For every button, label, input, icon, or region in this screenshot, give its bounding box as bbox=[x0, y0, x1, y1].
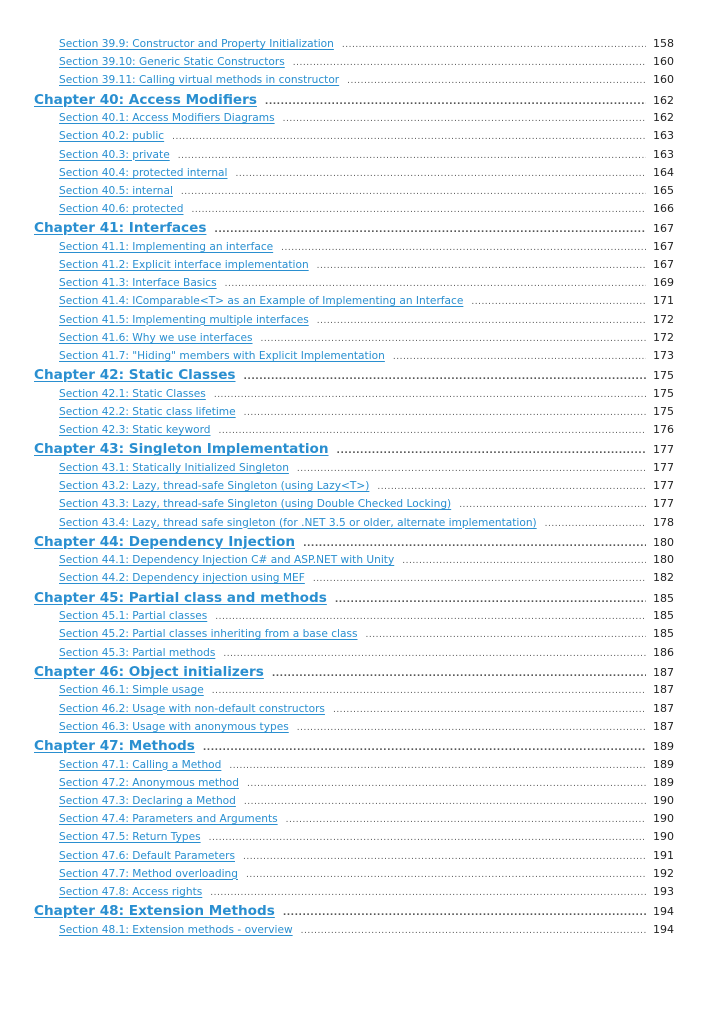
page-number: 182 bbox=[653, 571, 674, 585]
dot-leader bbox=[225, 279, 646, 289]
page-number: 177 bbox=[653, 479, 674, 493]
dot-leader bbox=[229, 761, 646, 771]
page-number: 177 bbox=[653, 497, 674, 511]
dot-leader bbox=[337, 446, 646, 456]
toc-section-row bbox=[34, 776, 674, 794]
page-number: 190 bbox=[653, 793, 674, 807]
toc-chapter-row bbox=[34, 92, 674, 112]
toc-section-row bbox=[34, 258, 674, 276]
dot-leader bbox=[286, 815, 646, 825]
page-number: 163 bbox=[653, 147, 674, 161]
dot-leader bbox=[244, 408, 646, 418]
chapter-link[interactable]: Chapter 42: Static Classes bbox=[34, 367, 236, 384]
chapter-link[interactable]: Chapter 45: Partial class and methods bbox=[34, 589, 327, 606]
toc-section-row bbox=[34, 702, 674, 720]
chapter-link[interactable]: Chapter 47: Methods bbox=[34, 737, 195, 754]
toc-chapter-row bbox=[34, 534, 674, 554]
page-number: 163 bbox=[653, 129, 674, 143]
page-number: 189 bbox=[653, 757, 674, 771]
chapter-link[interactable]: Chapter 40: Access Modifiers bbox=[34, 91, 257, 108]
dot-leader bbox=[313, 574, 646, 584]
section-link[interactable]: Section 43.4: Lazy, thread safe singleton (for .NET 3.5 or older, alternate implementation) bbox=[59, 516, 537, 529]
page-number: 164 bbox=[653, 165, 674, 179]
toc-section-row bbox=[34, 423, 674, 441]
dot-leader bbox=[333, 705, 646, 715]
section-link[interactable]: Section 40.2: public bbox=[59, 130, 165, 143]
dot-leader bbox=[293, 58, 646, 68]
dot-leader bbox=[265, 97, 646, 107]
section-link[interactable]: Section 40.5: internal bbox=[59, 184, 173, 197]
page-number: 173 bbox=[653, 349, 674, 362]
section-link[interactable]: Section 47.6: Default Parameters bbox=[59, 849, 235, 862]
page-number: 176 bbox=[653, 423, 674, 437]
toc-section-row bbox=[34, 166, 674, 184]
toc-section-row bbox=[34, 37, 674, 55]
dot-leader bbox=[377, 482, 646, 492]
page-number: 185 bbox=[653, 627, 674, 641]
toc-section-row bbox=[34, 758, 674, 776]
dot-leader bbox=[203, 743, 646, 753]
dot-leader bbox=[181, 187, 646, 197]
dot-leader bbox=[243, 852, 646, 862]
page-number: 160 bbox=[653, 55, 674, 69]
dot-leader bbox=[459, 500, 646, 510]
chapter-link[interactable]: Chapter 43: Singleton Implementation bbox=[34, 441, 329, 458]
dot-leader bbox=[215, 612, 646, 622]
page-number: 166 bbox=[653, 202, 674, 216]
page-number: 172 bbox=[653, 330, 674, 344]
dot-leader bbox=[545, 519, 646, 529]
section-link[interactable]: Section 48.1: Extension methods - overview bbox=[59, 923, 293, 936]
chapter-link[interactable]: Chapter 44: Dependency Injection bbox=[34, 533, 296, 550]
page-number: 175 bbox=[653, 369, 674, 383]
dot-leader bbox=[246, 870, 646, 880]
toc-chapter-row bbox=[34, 738, 674, 758]
toc-section-row bbox=[34, 812, 674, 830]
dot-leader bbox=[283, 114, 646, 124]
dot-leader bbox=[214, 390, 646, 400]
dot-leader bbox=[301, 926, 646, 936]
toc-section-row bbox=[34, 55, 674, 73]
toc-section-row bbox=[34, 683, 674, 701]
dot-leader bbox=[342, 40, 646, 50]
toc-section-row bbox=[34, 240, 674, 258]
section-link[interactable]: Section 47.4: Parameters and Arguments bbox=[59, 813, 278, 826]
dot-leader bbox=[297, 464, 646, 474]
dot-leader bbox=[236, 169, 647, 179]
page-number: 160 bbox=[653, 73, 674, 87]
page-number: 190 bbox=[653, 830, 674, 844]
page-number: 162 bbox=[653, 93, 674, 107]
toc-section-row bbox=[34, 830, 674, 848]
toc-section-row bbox=[34, 313, 674, 331]
dot-leader bbox=[393, 352, 646, 362]
section-link[interactable]: Section 47.8: Access rights bbox=[59, 885, 203, 898]
page-number: 187 bbox=[653, 719, 674, 733]
page-number: 171 bbox=[653, 294, 674, 308]
toc-section-row bbox=[34, 148, 674, 166]
toc-section-row bbox=[34, 571, 674, 589]
section-link[interactable]: Section 43.2: Lazy, thread-safe Singleton (using Lazy<T>) bbox=[59, 480, 370, 493]
dot-leader bbox=[335, 595, 646, 605]
section-link[interactable]: Section 45.2: Partial classes inheriting from a base class bbox=[59, 628, 358, 641]
toc-section-row bbox=[34, 294, 674, 312]
page-number: 169 bbox=[653, 276, 674, 290]
dot-leader bbox=[272, 669, 646, 679]
section-link[interactable]: Section 47.2: Anonymous method bbox=[59, 776, 239, 789]
toc-section-row bbox=[34, 646, 674, 664]
page-number: 178 bbox=[653, 515, 674, 529]
table-of-contents bbox=[34, 37, 674, 941]
page-number: 167 bbox=[653, 258, 674, 272]
dot-leader bbox=[366, 630, 646, 640]
toc-chapter-row bbox=[34, 367, 674, 387]
section-link[interactable]: Section 41.3: Interface Basics bbox=[59, 277, 217, 290]
section-link[interactable]: Section 45.1: Partial classes bbox=[59, 610, 208, 623]
dot-leader bbox=[212, 686, 646, 696]
page-number: 175 bbox=[653, 404, 674, 418]
dot-leader bbox=[402, 556, 646, 566]
page-number: 187 bbox=[653, 701, 674, 715]
dot-leader bbox=[471, 297, 646, 307]
section-link[interactable]: Section 47.3: Declaring a Method bbox=[59, 794, 236, 807]
toc-section-row bbox=[34, 184, 674, 202]
section-link[interactable]: Section 43.3: Lazy, thread-safe Singleton (using Double Checked Locking) bbox=[59, 498, 452, 511]
dot-leader bbox=[297, 723, 646, 733]
toc-section-row bbox=[34, 553, 674, 571]
toc-section-row bbox=[34, 609, 674, 627]
toc-section-row bbox=[34, 387, 674, 405]
toc-chapter-row bbox=[34, 220, 674, 240]
dot-leader bbox=[172, 132, 646, 142]
section-link[interactable]: Section 47.1: Calling a Method bbox=[59, 758, 222, 771]
toc-section-row bbox=[34, 331, 674, 349]
dot-leader bbox=[244, 372, 646, 382]
section-link[interactable]: Section 44.1: Dependency Injection C# and ASP.NET with Unity bbox=[59, 554, 395, 567]
page-number: 186 bbox=[653, 645, 674, 659]
toc-section-row bbox=[34, 202, 674, 220]
page-number: 189 bbox=[653, 739, 674, 753]
page-number: 162 bbox=[653, 111, 674, 125]
toc-section-row bbox=[34, 720, 674, 738]
dot-leader bbox=[281, 243, 646, 253]
section-link[interactable]: Section 39.9: Constructor and Property Initialization bbox=[59, 38, 334, 50]
section-link[interactable]: Section 42.2: Static class lifetime bbox=[59, 405, 236, 418]
dot-leader bbox=[247, 779, 646, 789]
dot-leader bbox=[303, 539, 646, 549]
toc-section-row bbox=[34, 867, 674, 885]
dot-leader bbox=[178, 151, 646, 161]
section-link[interactable]: Section 40.1: Access Modifiers Diagrams bbox=[59, 112, 275, 125]
dot-leader bbox=[283, 908, 646, 918]
dot-leader bbox=[317, 261, 646, 271]
page-number: 180 bbox=[653, 535, 674, 549]
toc-section-row bbox=[34, 497, 674, 515]
dot-leader bbox=[223, 649, 646, 659]
page-number: 185 bbox=[653, 609, 674, 623]
page-number: 172 bbox=[653, 312, 674, 326]
dot-leader bbox=[219, 426, 647, 436]
chapter-link[interactable]: Chapter 46: Object initializers bbox=[34, 663, 264, 680]
section-link[interactable]: Section 46.2: Usage with non-default constructors bbox=[59, 702, 325, 715]
page-number: 177 bbox=[653, 460, 674, 474]
page-number: 167 bbox=[653, 239, 674, 253]
page-number: 180 bbox=[653, 553, 674, 567]
dot-leader bbox=[347, 76, 646, 86]
page-number: 177 bbox=[653, 443, 674, 457]
page-number: 187 bbox=[653, 665, 674, 679]
toc-section-row bbox=[34, 479, 674, 497]
dot-leader bbox=[244, 797, 646, 807]
section-link[interactable]: Section 40.6: protected bbox=[59, 203, 184, 216]
toc-chapter-row bbox=[34, 903, 674, 923]
page-number: 187 bbox=[653, 683, 674, 697]
toc-section-row bbox=[34, 627, 674, 645]
section-link[interactable]: Section 41.4: IComparable<T> as an Example of Implementing an Interface bbox=[59, 295, 464, 308]
section-link[interactable]: Section 41.6: Why we use interfaces bbox=[59, 331, 253, 344]
section-link[interactable]: Section 39.10: Generic Static Constructors bbox=[59, 56, 285, 69]
chapter-link[interactable]: Chapter 48: Extension Methods bbox=[34, 903, 275, 920]
toc-chapter-row bbox=[34, 590, 674, 610]
toc-chapter-row bbox=[34, 664, 674, 684]
section-link[interactable]: Section 40.4: protected internal bbox=[59, 166, 228, 179]
dot-leader bbox=[209, 833, 646, 843]
section-link[interactable]: Section 42.3: Static keyword bbox=[59, 424, 211, 437]
page-number: 167 bbox=[653, 222, 674, 236]
toc-section-row bbox=[34, 885, 674, 903]
page-number: 189 bbox=[653, 775, 674, 789]
section-link[interactable]: Section 46.3: Usage with anonymous types bbox=[59, 720, 289, 733]
section-link[interactable]: Section 41.2: Explicit interface implementation bbox=[59, 259, 309, 272]
dot-leader bbox=[210, 888, 646, 898]
dot-leader bbox=[214, 225, 646, 235]
section-link[interactable]: Section 41.5: Implementing multiple interfaces bbox=[59, 313, 309, 326]
toc-section-row bbox=[34, 276, 674, 294]
section-link[interactable]: Section 41.7: "Hiding" members with Explicit Implementation bbox=[59, 350, 385, 362]
section-link[interactable]: Section 39.11: Calling virtual methods in constructor bbox=[59, 74, 340, 87]
toc-section-row bbox=[34, 516, 674, 534]
section-link[interactable]: Section 42.1: Static Classes bbox=[59, 387, 206, 400]
toc-section-row bbox=[34, 73, 674, 91]
toc-section-row bbox=[34, 794, 674, 812]
page-number: 194 bbox=[653, 922, 674, 936]
section-link[interactable]: Section 43.1: Statically Initialized Singleton bbox=[59, 461, 289, 474]
dot-leader bbox=[261, 334, 646, 344]
toc-section-row bbox=[34, 349, 674, 367]
page-number: 165 bbox=[653, 183, 674, 197]
page-number: 158 bbox=[653, 37, 674, 50]
page-number: 191 bbox=[653, 848, 674, 862]
page-number: 175 bbox=[653, 386, 674, 400]
dot-leader bbox=[191, 205, 646, 215]
chapter-link[interactable]: Chapter 41: Interfaces bbox=[34, 220, 207, 237]
section-link[interactable]: Section 44.2: Dependency injection using MEF bbox=[59, 572, 305, 585]
toc-section-row bbox=[34, 923, 674, 941]
page-number: 185 bbox=[653, 591, 674, 605]
toc-section-row bbox=[34, 129, 674, 147]
toc-section-row bbox=[34, 461, 674, 479]
toc-section-row bbox=[34, 849, 674, 867]
section-link[interactable]: Section 47.5: Return Types bbox=[59, 831, 201, 844]
section-link[interactable]: Section 47.7: Method overloading bbox=[59, 867, 238, 880]
dot-leader bbox=[317, 316, 646, 326]
toc-section-row bbox=[34, 405, 674, 423]
section-link[interactable]: Section 40.3: private bbox=[59, 148, 170, 161]
page-number: 192 bbox=[653, 866, 674, 880]
toc-section-row bbox=[34, 111, 674, 129]
page-number: 194 bbox=[653, 905, 674, 919]
section-link[interactable]: Section 45.3: Partial methods bbox=[59, 646, 216, 659]
page-number: 190 bbox=[653, 812, 674, 826]
section-link[interactable]: Section 46.1: Simple usage bbox=[59, 684, 204, 697]
section-link[interactable]: Section 41.1: Implementing an interface bbox=[59, 240, 274, 253]
toc-chapter-row bbox=[34, 441, 674, 461]
page-number: 193 bbox=[653, 884, 674, 898]
